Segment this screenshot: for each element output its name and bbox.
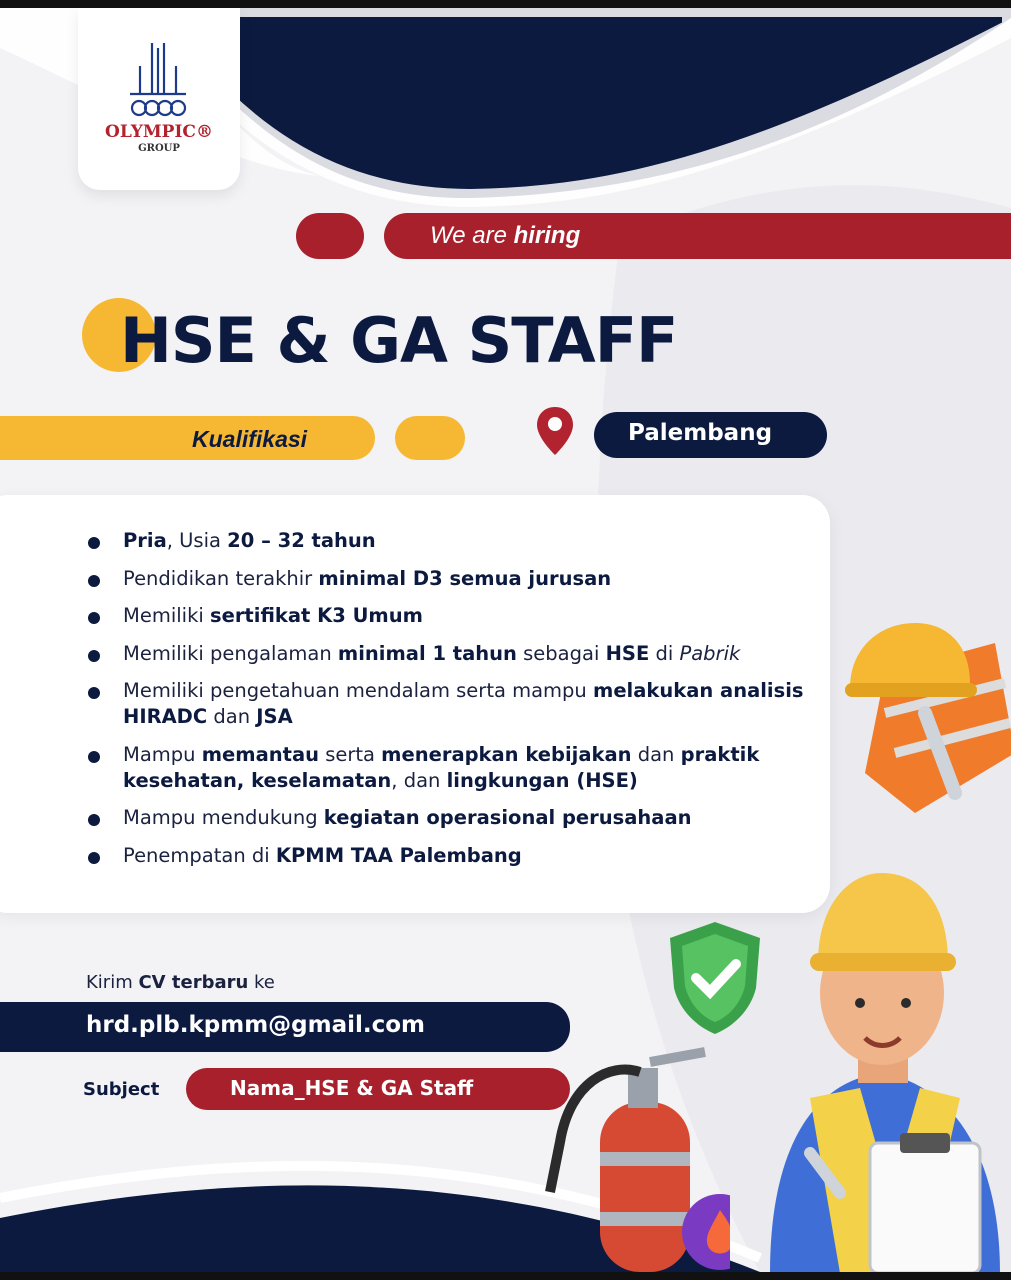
qualification-item <box>87 528 807 554</box>
qualification-text: lingkungan (HSE) <box>446 768 638 792</box>
send-suffix: ke <box>248 972 275 993</box>
location-text: Palembang <box>628 420 773 446</box>
email-link[interactable]: hrd.plb.kpmm@gmail.com <box>86 1012 426 1038</box>
qualification-text: HSE <box>605 641 650 665</box>
qualification-text: Pria <box>123 529 167 552</box>
qualification-text: praktik kesehatan, keselamatan <box>123 742 760 792</box>
qualification-text: Pendidikan terakhir <box>123 566 319 590</box>
qualification-text: kegiatan operasional perusahaan <box>323 806 692 829</box>
job-title: HSE & GA STAFF <box>120 304 678 377</box>
qualifications-label: Kualifikasi <box>192 426 308 452</box>
qualification-text: Memiliki pengalaman <box>123 641 338 665</box>
qualification-text: JSA <box>256 705 293 728</box>
olympic-logo-icon <box>78 8 240 120</box>
qualification-item <box>87 805 807 831</box>
qualification-item <box>87 641 807 667</box>
qualification-text: , Usia <box>166 529 228 552</box>
hard-hat-vest-icon <box>845 613 1011 823</box>
qualification-text: dan <box>631 742 681 766</box>
qualification-item <box>87 843 807 869</box>
send-cv-text <box>86 972 275 993</box>
qualification-text: Memiliki <box>123 604 210 627</box>
qualification-text: memantau <box>201 742 319 766</box>
qualification-text: menerapkan kebijakan <box>381 742 632 766</box>
logo-card <box>78 8 240 190</box>
qualification-text: minimal D3 semua jurusan <box>318 566 612 590</box>
qualification-text: Memiliki pengetahuan mendalam serta mampu <box>123 679 593 702</box>
qualifications-banner <box>0 416 375 460</box>
shield-check-icon <box>660 918 770 1038</box>
qualification-text: Pabrik <box>679 641 741 665</box>
qualification-item <box>87 742 807 794</box>
qualification-text: serta <box>319 742 382 766</box>
qualification-text: sebagai <box>516 641 606 665</box>
yellow-dot-pill <box>395 416 465 460</box>
location-pin-icon <box>535 405 575 457</box>
logo-name: OLYMPIC® <box>105 122 213 142</box>
qualification-text: Mampu mendukung <box>123 806 324 829</box>
qualification-text: Penempatan di <box>123 843 276 867</box>
red-dot-pill <box>296 213 364 259</box>
job-poster <box>0 8 1011 1272</box>
subject-label: Subject <box>83 1079 160 1100</box>
qualification-text: minimal 1 tahun <box>337 641 517 665</box>
worker-illustration-icon <box>770 853 1000 1272</box>
qualification-text: dan <box>207 705 257 728</box>
qualification-text: 20 – 32 tahun <box>227 529 376 552</box>
qualification-text: Mampu <box>123 742 202 766</box>
qualification-text: melakukan analisis HIRADC <box>123 679 804 728</box>
qualification-text: KPMM TAA Palembang <box>275 843 522 867</box>
qualifications-list <box>87 528 807 880</box>
logo-subtitle: GROUP <box>138 143 180 154</box>
send-bold: CV terbaru <box>138 972 249 993</box>
subject-value: Nama_HSE & GA Staff <box>230 1076 474 1100</box>
send-prefix: Kirim <box>86 972 139 993</box>
qualification-text: di <box>649 641 680 665</box>
qualification-text: , dan <box>391 768 447 792</box>
qualification-item <box>87 603 807 629</box>
hiring-prefix: We are <box>430 222 507 249</box>
qualification-item <box>87 566 807 592</box>
qualification-item <box>87 678 807 730</box>
qualification-text: sertifikat K3 Umum <box>209 604 423 627</box>
hiring-bold: hiring <box>513 222 581 249</box>
hiring-label <box>430 222 580 250</box>
